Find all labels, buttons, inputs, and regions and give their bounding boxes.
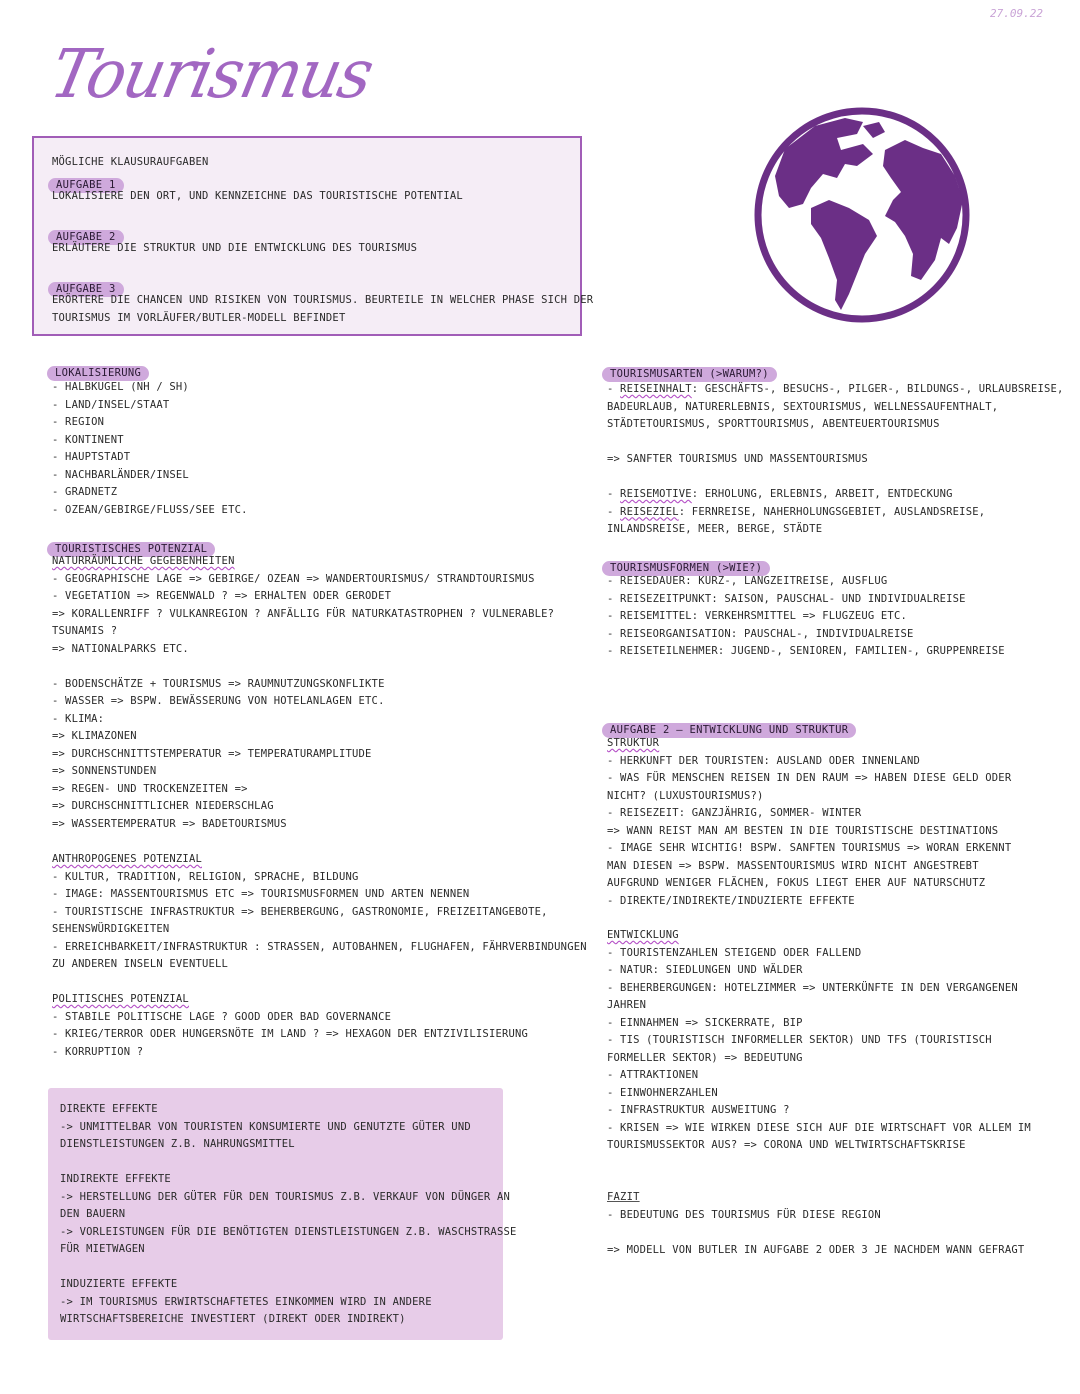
anthropogenic-section xyxy=(52,851,587,974)
task-1-text: LOKALISIERE DEN ORT, UND KENNZEICHNE DAS TOURISTISCHE POTENTIAL xyxy=(52,190,463,202)
list-item: NICHT? (LUXUSTOURISMUS?) xyxy=(607,789,764,802)
task-3-text: TOURISMUS IM VORLÄUFER/BUTLER-MODELL BEFINDET xyxy=(52,312,346,324)
travel-content-text: : GESCHÄFTS-, BESUCHS-, PILGER-, BILDUNGS-, URLAUBSREISE, xyxy=(691,383,1064,395)
butler-model-line: => MODELL VON BUTLER IN AUFGABE 2 ODER 3 JE NACHDEM WANN GEFRAGT xyxy=(607,1243,1025,1256)
list-item: => DURCHSCHNITTSTEMPERATUR => TEMPERATURAMPLITUDE xyxy=(52,747,372,760)
list-item: - WAS FÜR MENSCHEN REISEN IN DEN RAUM => HABEN DIESE GELD ODER xyxy=(607,772,1012,784)
direct-effects-heading: DIREKTE EFFEKTE xyxy=(60,1103,158,1115)
list-item: - GRADNETZ xyxy=(52,486,118,498)
list-item: - TOURISTENZAHLEN STEIGEND ODER FALLEND xyxy=(607,946,862,959)
list-item: - KORRUPTION ? xyxy=(52,1045,144,1058)
list-item: - BEHERBERGUNGEN: HOTELZIMMER => UNTERKÜNFTE IN DEN VERGANGENEN xyxy=(607,981,1018,994)
list-item: - HERKUNFT DER TOURISTEN: AUSLAND ODER INNENLAND xyxy=(607,754,921,767)
list-item: - REISEORGANISATION: PAUSCHAL-, INDIVIDUALREISE xyxy=(607,627,914,640)
list-item: - REISEZEIT: GANZJÄHRIG, SOMMER- WINTER xyxy=(607,807,862,819)
list-item: - ERREICHBARKEIT/INFRASTRUKTUR : STRASSEN, AUTOBAHNEN, FLUGHAFEN, FÄHRVERBINDUNGEN xyxy=(52,940,587,953)
effects-box xyxy=(48,1088,517,1340)
indirect-effects-heading: INDIREKTE EFFEKTE xyxy=(60,1173,171,1185)
induced-effects-heading: INDUZIERTE EFFEKTE xyxy=(60,1278,178,1290)
exam-tasks-box xyxy=(32,136,594,336)
list-item: - REGION xyxy=(52,416,105,428)
anthropogenic-heading: ANTHROPOGENES POTENZIAL xyxy=(52,853,202,865)
list-item: - KRIEG/TERROR ODER HUNGERSNÖTE IM LAND ? => HEXAGON DER ENTZIVILISIERUNG xyxy=(52,1028,529,1040)
travel-motives-text: : ERHOLUNG, ERLEBNIS, ARBEIT, ENTDECKUNG xyxy=(691,488,953,500)
list-item: - GEOGRAPHISCHE LAGE => GEBIRGE/ OZEAN => WANDERTOURISMUS/ STRANDTOURISMUS xyxy=(52,572,535,585)
list-item: -> HERSTELLUNG DER GÜTER FÜR DEN TOURISMUS Z.B. VERKAUF VON DÜNGER AN xyxy=(60,1190,510,1203)
list-item: SEHENSWÜRDIGKEITEN xyxy=(52,923,170,935)
list-item: MAN DIESEN => BSPW. MASSENTOURISMUS WIRD NICHT ANGESTREBT xyxy=(607,859,979,872)
list-item: -> IM TOURISMUS ERWIRTSCHAFTETES EINKOMMEN WIRD IN ANDERE xyxy=(60,1295,432,1308)
list-item: WIRTSCHAFTSBEREICHE INVESTIERT (DIREKT ODER INDIREKT) xyxy=(60,1313,406,1325)
list-item: - REISETEILNEHMER: JUGEND-, SENIOREN, FAMILIEN-, GRUPPENREISE xyxy=(607,645,1005,657)
list-item: - NATUR: SIEDLUNGEN UND WÄLDER xyxy=(607,964,803,976)
travel-motives-key: REISEMOTIVE xyxy=(620,488,692,500)
list-item: - EINWOHNERZAHLEN xyxy=(607,1086,718,1099)
date-label: 27.09.22 xyxy=(990,7,1043,20)
list-item: - TOURISTISCHE INFRASTRUKTUR => BEHERBERGUNG, GASTRONOMIE, FREIZEITANGEBOTE, xyxy=(52,905,548,918)
task-3-label: AUFGABE 3 xyxy=(48,282,124,297)
list-item: - REISEMITTEL: VERKEHRSMITTEL => FLUGZEUG ETC. xyxy=(607,610,907,622)
list-item: - STABILE POLITISCHE LAGE ? GOOD ODER BAD GOVERNANCE xyxy=(52,1010,392,1023)
task-3-text: ERÖRTERE DIE CHANCEN UND RISIKEN VON TOURISMUS. BEURTEILE IN WELCHER PHASE SICH DER xyxy=(52,294,594,306)
list-item: STÄDTETOURISMUS, SPORTTOURISMUS, ABENTEUERTOURISMUS xyxy=(607,418,940,430)
task-1-label: AUFGABE 1 xyxy=(48,178,124,193)
list-item: FÜR MIETWAGEN xyxy=(60,1243,145,1255)
potential-label: TOURISTISCHES POTENZIAL xyxy=(47,542,215,557)
list-item: => SONNENSTUNDEN xyxy=(52,765,157,777)
list-item: => KORALLENRIFF ? VULKANREGION ? ANFÄLLIG FÜR NATURKATASTROPHEN ? VULNERABLE? xyxy=(52,607,555,620)
tourism-forms-label: TOURISMUSFORMEN (>WIE?) xyxy=(602,561,770,576)
task-2-development-label: AUFGABE 2 — ENTWICKLUNG UND STRUKTUR xyxy=(602,723,856,738)
list-item: - KRISEN => WIE WIRKEN DIESE SICH AUF DIE WIRTSCHAFT VOR ALLEM IM xyxy=(607,1121,1031,1134)
natural-heading: NATURRÄUMLICHE GEGEBENHEITEN xyxy=(52,555,235,567)
list-item: - KLIMA: xyxy=(52,712,105,725)
task-2-text: ERLÄUTERE DIE STRUKTUR UND DIE ENTWICKLUNG DES TOURISMUS xyxy=(52,242,418,254)
list-item: - OZEAN/GEBIRGE/FLUSS/SEE ETC. xyxy=(52,503,248,516)
list-item: => DURCHSCHNITTLICHER NIEDERSCHLAG xyxy=(52,800,274,812)
list-item: - HAUPTSTADT xyxy=(52,451,131,463)
list-item: AUFGRUND WENIGER FLÄCHEN, FOKUS LIEGT EHER AUF NATURSCHUTZ xyxy=(607,877,986,889)
list-item: - KONTINENT xyxy=(52,433,124,446)
list-item: - EINNAHMEN => SICKERRATE, BIP xyxy=(607,1016,803,1029)
list-item: - IMAGE SEHR WICHTIG! BSPW. SANFTEN TOURISMUS => WORAN ERKENNT xyxy=(607,842,1012,854)
page-title: Tourismus xyxy=(43,36,379,114)
natural-potential-section xyxy=(52,553,554,833)
list-item: - TIS (TOURISTISCH INFORMELLER SEKTOR) UND TFS (TOURISTISCH xyxy=(607,1034,992,1046)
list-item: => WANN REIST MAN AM BESTEN IN DIE TOURISTISCHE DESTINATIONS xyxy=(607,824,999,837)
list-item: - HALBKUGEL (NH / SH) xyxy=(52,381,189,393)
political-section xyxy=(52,991,528,1061)
list-item: - BODENSCHÄTZE + TOURISMUS => RAUMNUTZUNGSKONFLIKTE xyxy=(52,677,385,690)
list-item: - REISEZEITPUNKT: SAISON, PAUSCHAL- UND INDIVIDUALREISE xyxy=(607,592,966,605)
list-item: => WASSERTEMPERATUR => BADETOURISMUS xyxy=(52,817,287,830)
list-item: - DIREKTE/INDIREKTE/INDUZIERTE EFFEKTE xyxy=(607,894,855,907)
list-item: DIENSTLEISTUNGEN Z.B. NAHRUNGSMITTEL xyxy=(60,1138,295,1150)
list-item: - LAND/INSEL/STAAT xyxy=(52,398,170,411)
tourism-forms-list xyxy=(607,573,1005,661)
development-section xyxy=(607,927,1031,1155)
list-item: => NATIONALPARKS ETC. xyxy=(52,642,189,655)
list-item: TOURISMUSSEKTOR AUS? => CORONA UND WELTWIRTSCHAFTSKRISE xyxy=(607,1139,966,1151)
list-item: - ATTRAKTIONEN xyxy=(607,1069,699,1081)
tourism-types-section: - REISEINHALT: GESCHÄFTS-, BESUCHS-, PILGER-, BILDUNGS-, URLAUBSREISE, BADEURLAUB, NATURERLEBNIS, SEXTOURISMUS, WELLNESSAUFENTHALT, STÄDTETOURISMUS, SPORTTOURISMUS, ABENTEUERTOURISMUS => SANFTER TOURISMUS UND MASSENTOURISMUS - REISEMOTIVE: ERHOLUNG, ERLEBNIS, ARBEIT, ENTDECKUNG - REISEZIEL: FERNREISE, NAHERHOLUNGSGEBIET, AUSLANDSREISE, INLANDSREISE, MEER, BERGE, STÄDTE xyxy=(607,381,1064,539)
list-item: - KULTUR, TRADITION, RELIGION, SPRACHE, BILDUNG xyxy=(52,870,359,883)
localization-label: LOKALISIERUNG xyxy=(47,366,149,381)
list-item: FORMELLER SEKTOR) => BEDEUTUNG xyxy=(607,1051,803,1064)
list-item: TSUNAMIS ? xyxy=(52,625,118,637)
development-heading: ENTWICKLUNG xyxy=(607,929,679,941)
political-heading: POLITISCHES POTENZIAL xyxy=(52,993,189,1005)
exam-tasks-heading: MÖGLICHE KLAUSURAUFGABEN xyxy=(52,156,209,168)
list-item: => KLIMAZONEN xyxy=(52,730,137,742)
list-item: - NACHBARLÄNDER/INSEL xyxy=(52,468,189,481)
list-item: ZU ANDEREN INSELN EVENTUELL xyxy=(52,958,229,970)
structure-heading: STRUKTUR xyxy=(607,737,660,749)
list-item: DEN BAUERN xyxy=(60,1208,126,1220)
conclusion-section xyxy=(607,1189,1024,1259)
list-item: - BEDEUTUNG DES TOURISMUS FÜR DIESE REGION xyxy=(607,1208,881,1221)
gentle-tourism-line: => SANFTER TOURISMUS UND MASSENTOURISMUS xyxy=(607,453,868,465)
list-item: - VEGETATION => REGENWALD ? => ERHALTEN ODER GERODET xyxy=(52,590,392,602)
list-item: -> UNMITTELBAR VON TOURISTEN KONSUMIERTE UND GENUTZTE GÜTER UND xyxy=(60,1120,471,1133)
travel-destination-key: REISEZIEL xyxy=(620,505,679,518)
conclusion-heading: FAZIT xyxy=(607,1191,640,1203)
task-2-label: AUFGABE 2 xyxy=(48,230,124,245)
list-item: - INFRASTRUKTUR AUSWEITUNG ? xyxy=(607,1104,790,1116)
localization-list xyxy=(52,379,248,519)
list-item: -> VORLEISTUNGEN FÜR DIE BENÖTIGTEN DIENSTLEISTUNGEN Z.B. WASCHSTRASSE xyxy=(60,1225,517,1238)
list-item: JAHREN xyxy=(607,999,647,1011)
list-item: - IMAGE: MASSENTOURISMUS ETC => TOURISMUSFORMEN UND ARTEN NENNEN xyxy=(52,888,470,900)
list-item: BADEURLAUB, NATURERLEBNIS, SEXTOURISMUS, WELLNESSAUFENTHALT, xyxy=(607,400,999,413)
list-item: => REGEN- UND TROCKENZEITEN => xyxy=(52,782,248,795)
list-item: INLANDSREISE, MEER, BERGE, STÄDTE xyxy=(607,523,823,535)
travel-destination-text: : FERNREISE, NAHERHOLUNGSGEBIET, AUSLANDSREISE, xyxy=(678,505,986,518)
list-item: - WASSER => BSPW. BEWÄSSERUNG VON HOTELANLAGEN ETC. xyxy=(52,695,385,707)
list-item: - REISEDAUER: KURZ-, LANGZEITREISE, AUSFLUG xyxy=(607,575,888,587)
tourism-types-label: TOURISMUSARTEN (>WARUM?) xyxy=(602,367,777,382)
structure-section xyxy=(607,735,1011,910)
globe-icon xyxy=(745,104,980,326)
travel-content-key: REISEINHALT xyxy=(620,383,692,395)
